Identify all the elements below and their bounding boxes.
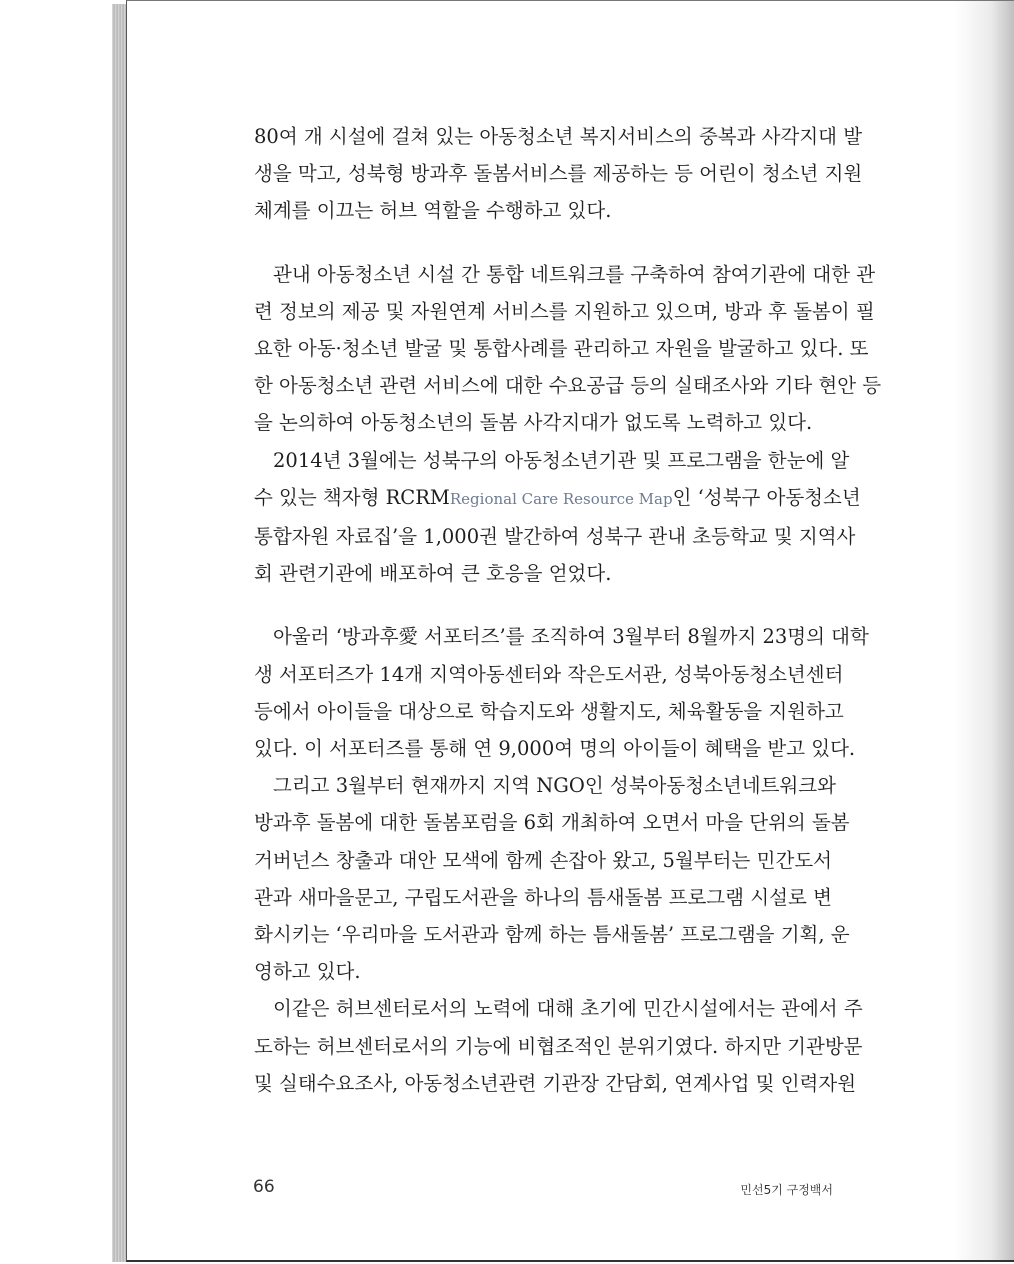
running-footer-title: 민선5기 구정백서 [740, 1183, 833, 1197]
paragraph-1 [254, 118, 863, 230]
paragraph-5 [254, 767, 850, 990]
text-line: 생 서포터즈가 14개 지역아동센터와 작은도서관, 성북아동청소년센터 [254, 662, 844, 686]
paragraph-6 [254, 990, 863, 1102]
text-line: 생을 막고, 성북형 방과후 돌봄서비스를 제공하는 등 어린이 청소년 지원 [254, 162, 863, 186]
paragraph-3 [254, 442, 861, 593]
text-line: 영하고 있다. [254, 960, 361, 984]
body-text [254, 118, 882, 1102]
text-line: 체계를 이끄는 허브 역할을 수행하고 있다. [254, 199, 612, 223]
text-line: 아울러 ‘방과후愛 서포터즈’를 조직하여 3월부터 8월까지 23명의 대학 [273, 625, 869, 649]
paragraph-2 [254, 256, 882, 442]
text-segment: 인 ‘성북구 아동청소년 [672, 485, 861, 509]
text-line: 관과 새마을문고, 구립도서관을 하나의 틈새돌봄 프로그램 시설로 변 [254, 885, 832, 909]
text-line: 그리고 3월부터 현재까지 지역 NGO인 성북아동청소년네트워크와 [273, 774, 836, 798]
text-line: 및 실태수요조사, 아동청소년관련 기관장 간담회, 연계사업 및 인력자원 [254, 1071, 857, 1095]
text-line: 관내 아동청소년 시설 간 통합 네트워크를 구축하여 참여기관에 대한 관 [273, 262, 876, 286]
text-line: 을 논의하여 아동청소년의 돌봄 사각지대가 없도록 노력하고 있다. [254, 411, 813, 435]
text-line: 회 관련기관에 배포하여 큰 호응을 얻었다. [254, 562, 612, 586]
text-line: 한 아동청소년 관련 서비스에 대한 수요공급 등의 실태조사와 기타 현안 등 [254, 374, 882, 398]
text-line: 2014년 3월에는 성북구의 아동청소년기관 및 프로그램을 한눈에 알 [273, 448, 850, 472]
book-page [126, 0, 1014, 1262]
text-segment: 수 있는 책자형 RCRM [254, 485, 450, 509]
text-line: 화시키는 ‘우리마을 도서관과 함께 하는 틈새돌봄’ 프로그램을 기획, 운 [254, 923, 850, 947]
text-line: 등에서 아이들을 대상으로 학습지도와 생활지도, 체육활동을 지원하고 [254, 699, 844, 723]
text-line: 방과후 돌봄에 대한 돌봄포럼을 6회 개최하여 오면서 마을 단위의 돌봄 [254, 811, 850, 835]
text-line: 거버넌스 창출과 대안 모색에 함께 손잡아 왔고, 5월부터는 민간도서 [254, 848, 832, 872]
text-line: 이같은 허브센터로서의 노력에 대해 초기에 민간시설에서는 관에서 주 [273, 997, 863, 1021]
text-line: 80여 개 시설에 걸쳐 있는 아동청소년 복지서비스의 중복과 사각지대 발 [254, 125, 863, 148]
text-line: 요한 아동·청소년 발굴 및 통합사례를 관리하고 자원을 발굴하고 있다. 또 [254, 337, 869, 361]
text-line: 련 정보의 제공 및 자원연계 서비스를 지원하고 있으며, 방과 후 돌봄이 필 [254, 299, 875, 323]
text-line: 통합자원 자료집’을 1,000권 발간하여 성북구 관내 초등학교 및 지역사 [254, 525, 856, 549]
page-shading [954, 1, 1014, 1260]
text-line: 도하는 허브센터로서의 기능에 비협조적인 분위기였다. 하지만 기관방문 [254, 1034, 863, 1058]
english-annotation: Regional Care Resource Map [449, 489, 673, 508]
paragraph-4 [254, 618, 869, 767]
text-line [254, 479, 861, 518]
text-line: 있다. 이 서포터즈를 통해 연 9,000여 명의 아이들이 혜택을 받고 있다. [254, 737, 856, 761]
page-number: 66 [253, 1177, 275, 1197]
